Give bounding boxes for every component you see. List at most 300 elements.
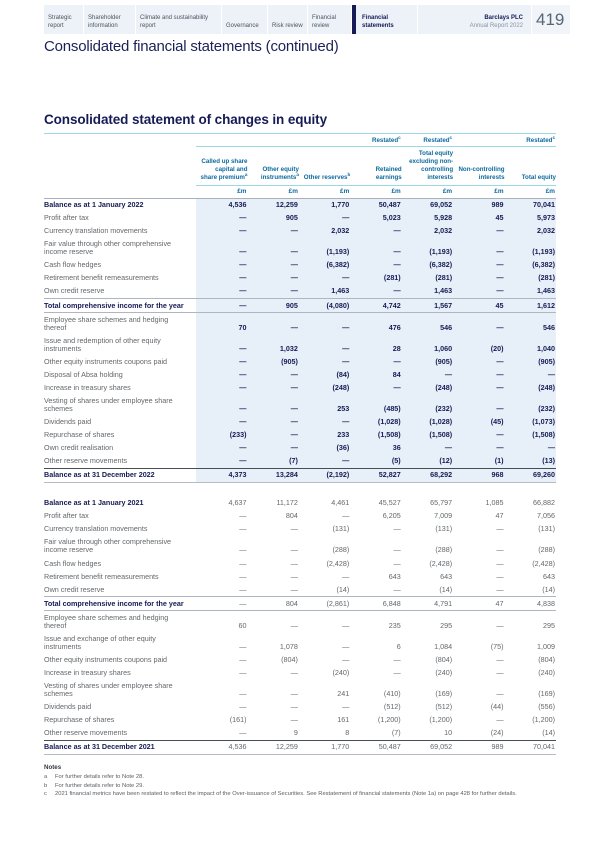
- table-row: [44, 510, 556, 523]
- row-value: 4,461: [331, 498, 350, 508]
- row-value: (84): [299, 368, 350, 381]
- row-value: (1,028): [350, 416, 401, 429]
- row-value: —: [299, 334, 350, 355]
- row-value: (804): [435, 654, 453, 664]
- row-value: 476: [350, 313, 401, 335]
- column-header-other-equity-instruments: Other equity instruments$^a$: [247, 147, 298, 186]
- restated-flag-cell: [247, 134, 298, 147]
- row-value: —: [196, 299, 247, 313]
- row-value: 50,487: [350, 740, 401, 754]
- nav-tab-financial-review[interactable]: Financial review: [308, 5, 352, 34]
- row-value: 6,205: [382, 511, 401, 521]
- row-value: (804): [281, 654, 298, 664]
- row-value: 1,078: [279, 641, 298, 651]
- row-value: (240): [538, 667, 555, 677]
- row-value: 1,032: [247, 334, 298, 355]
- row-value: (1,200): [532, 715, 555, 725]
- row-value: 989: [453, 198, 504, 212]
- row-value: 11,172: [276, 498, 298, 508]
- row-value: —: [496, 654, 504, 664]
- row-value: —: [239, 667, 247, 677]
- table-row: [44, 355, 556, 368]
- table-row: [44, 611, 556, 633]
- row-value: 643: [388, 571, 401, 581]
- row-value: (6,382): [299, 259, 350, 272]
- row-value: 13,284: [247, 468, 298, 482]
- row-value: (288): [332, 545, 350, 555]
- row-value: 295: [440, 620, 453, 630]
- row-value: 65,797: [430, 498, 453, 508]
- row-label: Fair value through other comprehensive income reserve: [44, 239, 172, 257]
- row-value: —: [496, 620, 504, 630]
- row-value: (131): [332, 524, 350, 534]
- row-label: Repurchase of shares: [44, 430, 115, 440]
- row-value: 84: [350, 368, 401, 381]
- notes-title: Notes: [44, 764, 62, 771]
- row-value: —: [496, 584, 504, 594]
- row-label: Vesting of shares under employee share schemes: [44, 681, 173, 699]
- row-value: —: [239, 689, 247, 699]
- row-value: (485): [350, 395, 401, 416]
- row-value: 968: [453, 468, 504, 482]
- restated-flag-cell: [299, 134, 350, 147]
- row-value: —: [290, 571, 298, 581]
- row-value: (240): [332, 667, 350, 677]
- row-label: Vesting of shares under employee share schemes: [44, 395, 173, 413]
- row-value: (905): [402, 355, 453, 368]
- restated-flag-cell: Restated$^c$: [505, 134, 556, 147]
- row-value: 1,567: [402, 299, 453, 313]
- row-value: —: [393, 524, 401, 534]
- row-value: —: [239, 654, 247, 664]
- row-value: —: [496, 571, 504, 581]
- row-value: 7,009: [434, 511, 453, 521]
- row-value: —: [453, 259, 504, 272]
- row-value: —: [299, 313, 350, 335]
- table-row: [44, 455, 556, 469]
- row-label: Total comprehensive income for the year: [44, 597, 196, 611]
- row-value: (5): [350, 455, 401, 469]
- row-label: Profit after tax: [44, 213, 89, 223]
- row-label: Own credit reserve: [44, 584, 105, 594]
- row-value: 1,009: [537, 641, 555, 651]
- row-value: —: [239, 702, 247, 712]
- row-value: 1,084: [434, 641, 453, 651]
- row-value: —: [247, 429, 298, 442]
- row-value: —: [496, 689, 504, 699]
- table-row: [44, 212, 556, 225]
- row-label: Balance as at 31 December 2021: [44, 740, 196, 754]
- row-value: 70: [196, 313, 247, 335]
- row-value: —: [290, 620, 298, 630]
- row-value: —: [453, 313, 504, 335]
- row-value: (2,192): [299, 468, 350, 482]
- equity-table: [44, 133, 556, 755]
- row-value: —: [196, 238, 247, 259]
- row-value: (2,428): [429, 558, 453, 568]
- table-row: [44, 395, 556, 416]
- row-value: —: [453, 395, 504, 416]
- restated-flag-cell: Restated$^c$: [350, 134, 401, 147]
- table-row: [44, 701, 556, 714]
- header-names-row: [44, 147, 556, 186]
- row-value: (14): [542, 584, 555, 594]
- table-row: [44, 285, 556, 299]
- row-value: —: [505, 368, 556, 381]
- top-nav: [44, 5, 570, 34]
- note-marker: b: [44, 782, 48, 789]
- row-value: (45): [453, 416, 504, 429]
- row-value: —: [247, 259, 298, 272]
- header-restated-row: [44, 134, 556, 147]
- row-value: 69,260: [505, 468, 556, 482]
- row-value: 45: [453, 212, 504, 225]
- row-value: —: [196, 368, 247, 381]
- nav-tab-climate-and-sustainability-report[interactable]: Climate and sustainability report: [136, 5, 222, 34]
- row-label: Currency translation movements: [44, 226, 148, 236]
- row-value: 241: [337, 689, 350, 699]
- row-value: —: [496, 545, 504, 555]
- header-spacer-cell: [44, 147, 196, 186]
- row-value: 1,060: [402, 334, 453, 355]
- row-value: 5,023: [350, 212, 401, 225]
- row-value: —: [247, 272, 298, 285]
- row-value: —: [299, 272, 350, 285]
- row-value: 68,292: [402, 468, 453, 482]
- table-row: [44, 597, 556, 611]
- row-value: (6,382): [505, 259, 556, 272]
- section-gap-row: [44, 482, 556, 497]
- table-row: [44, 536, 556, 557]
- table-row: [44, 727, 556, 741]
- row-value: 233: [299, 429, 350, 442]
- table-row: [44, 334, 556, 355]
- row-label: Other reserve movements: [44, 456, 128, 466]
- row-value: —: [290, 545, 298, 555]
- row-value: —: [350, 238, 401, 259]
- row-value: (7): [247, 455, 298, 469]
- row-value: 643: [543, 571, 555, 581]
- row-value: —: [350, 382, 401, 395]
- note-text: For further details refer to Note 28.: [55, 774, 144, 780]
- row-label: Balance as at 1 January 2022: [44, 200, 144, 210]
- row-value: —: [342, 620, 350, 630]
- row-value: —: [196, 442, 247, 455]
- row-label: Employee share schemes and hedging thereof: [44, 314, 169, 332]
- row-value: (1): [453, 455, 504, 469]
- row-value: —: [239, 524, 247, 534]
- row-value: 1,463: [402, 285, 453, 299]
- table-row: [44, 299, 556, 313]
- row-label: Retirement benefit remeasurements: [44, 571, 159, 581]
- row-value: —: [453, 368, 504, 381]
- row-value: —: [247, 395, 298, 416]
- row-value: 804: [247, 597, 298, 611]
- row-value: (14): [439, 584, 453, 594]
- row-label: Currency translation movements: [44, 524, 148, 534]
- row-value: (232): [505, 395, 556, 416]
- row-value: (1,193): [402, 238, 453, 259]
- nav-tab-shareholder-information[interactable]: Shareholder information: [84, 5, 136, 34]
- row-label: Other equity instruments coupons paid: [44, 654, 168, 664]
- row-value: —: [393, 584, 401, 594]
- row-value: —: [402, 368, 453, 381]
- brand-name: Barclays PLC: [484, 15, 523, 21]
- row-value: —: [196, 334, 247, 355]
- row-value: —: [247, 225, 298, 238]
- row-value: —: [299, 416, 350, 429]
- row-value: (1,193): [505, 238, 556, 259]
- row-label: Repurchase of shares: [44, 715, 115, 725]
- row-value: (281): [505, 272, 556, 285]
- row-label: Cash flow hedges: [44, 260, 102, 270]
- unit-cell: £m: [453, 186, 504, 199]
- column-header-called-up-share-capital-and-sh: Called up share capital and share premium$^a$: [196, 147, 247, 186]
- row-value: 69,052: [402, 198, 453, 212]
- row-value: —: [496, 524, 504, 534]
- nav-tab-strategic-report[interactable]: Strategic report: [44, 5, 84, 34]
- row-value: 12,259: [247, 198, 298, 212]
- row-value: (248): [299, 382, 350, 395]
- row-value: —: [247, 368, 298, 381]
- restated-flag-cell: [453, 134, 504, 147]
- row-value: (24): [490, 728, 504, 738]
- row-value: 6: [396, 641, 401, 651]
- row-value: (232): [402, 395, 453, 416]
- row-value: (1,200): [429, 715, 453, 725]
- row-value: —: [290, 558, 298, 568]
- row-label: Total comprehensive income for the year: [44, 299, 196, 313]
- row-value: 70,041: [505, 198, 556, 212]
- note-item-b: [44, 782, 556, 791]
- row-value: (2,428): [532, 558, 555, 568]
- row-value: 12,259: [247, 740, 298, 754]
- row-value: 643: [440, 571, 453, 581]
- section-title: Consolidated statement of changes in equity: [44, 112, 327, 127]
- row-value: —: [299, 212, 350, 225]
- row-value: (248): [505, 382, 556, 395]
- row-value: —: [196, 416, 247, 429]
- row-value: —: [239, 571, 247, 581]
- row-value: 36: [350, 442, 401, 455]
- row-value: —: [196, 225, 247, 238]
- note-text: 2021 financial metrics have been restated to reflect the impact of the Over-issuance of Securities. See Restatement of financial statements (Note 1a) on page 428 for further details.: [55, 791, 517, 798]
- note-item-a: [44, 773, 556, 782]
- row-value: —: [196, 272, 247, 285]
- column-header-total-equity: Total equity: [505, 147, 556, 186]
- row-value: 1,040: [505, 334, 556, 355]
- notes-items: [44, 773, 556, 799]
- row-value: 1,463: [299, 285, 350, 299]
- row-value: 9: [293, 728, 298, 738]
- row-value: (36): [299, 442, 350, 455]
- restated-flag-cell: Restated$^c$: [402, 134, 453, 147]
- row-label: Increase in treasury shares: [44, 667, 131, 677]
- unit-cell: £m: [247, 186, 298, 199]
- row-value: (44): [490, 702, 504, 712]
- row-value: (1,508): [402, 429, 453, 442]
- row-value: 8: [345, 728, 350, 738]
- row-value: (1,508): [350, 429, 401, 442]
- table-row: [44, 259, 556, 272]
- row-value: (7): [391, 728, 401, 738]
- row-value: 1,770: [299, 740, 350, 754]
- row-value: 4,373: [196, 468, 247, 482]
- row-value: —: [239, 511, 247, 521]
- header-spacer-cell: [44, 134, 196, 147]
- row-value: —: [196, 395, 247, 416]
- row-label: Issue and redemption of other equity instruments: [44, 335, 161, 353]
- row-value: —: [196, 382, 247, 395]
- row-value: 28: [350, 334, 401, 355]
- row-value: —: [196, 455, 247, 469]
- unit-cell: £m: [350, 186, 401, 199]
- column-header-other-reserves: Other reserves$^b$: [299, 147, 350, 186]
- row-value: (281): [402, 272, 453, 285]
- row-value: 5,973: [505, 212, 556, 225]
- note-text: For further details refer to Note 29.: [55, 782, 144, 789]
- brand-subtitle: Annual Report 2022: [469, 22, 523, 29]
- row-label: Balance as at 1 January 2021: [44, 498, 144, 508]
- row-value: —: [496, 558, 504, 568]
- row-value: —: [247, 382, 298, 395]
- row-value: —: [342, 641, 350, 651]
- nav-tab-governance[interactable]: Governance: [222, 5, 268, 34]
- row-value: (1,200): [377, 715, 401, 725]
- equity-table-wrapper: [44, 133, 556, 755]
- row-value: —: [453, 355, 504, 368]
- section-gap-cell: [44, 482, 556, 497]
- row-value: —: [196, 597, 247, 611]
- row-value: 47: [453, 597, 504, 611]
- row-label: Employee share schemes and hedging thereof: [44, 612, 169, 630]
- nav-tab-financial-statements[interactable]: Financial statements: [356, 5, 418, 34]
- row-value: 905: [247, 299, 298, 313]
- row-label: Retirement benefit remeasurements: [44, 273, 159, 283]
- note-marker: c: [44, 791, 47, 798]
- table-row: [44, 714, 556, 727]
- table-row: [44, 198, 556, 212]
- row-value: —: [290, 584, 298, 594]
- row-value: (248): [402, 382, 453, 395]
- table-row: [44, 225, 556, 238]
- row-value: —: [453, 285, 504, 299]
- brand-block: [418, 5, 532, 34]
- page-number: 419: [532, 5, 570, 34]
- column-header-total-equity-excluding-non-con: Total equity excluding non-controlling interests: [402, 147, 453, 186]
- row-value: —: [247, 313, 298, 335]
- nav-tab-risk-review[interactable]: Risk review: [268, 5, 308, 34]
- row-value: —: [393, 667, 401, 677]
- row-value: —: [247, 416, 298, 429]
- table-row: [44, 468, 556, 482]
- row-label: Profit after tax: [44, 511, 89, 521]
- row-value: 10: [444, 728, 453, 738]
- row-value: —: [247, 442, 298, 455]
- row-value: 45: [453, 299, 504, 313]
- row-value: (1,028): [402, 416, 453, 429]
- row-value: 60: [238, 620, 247, 630]
- row-value: (512): [435, 702, 453, 712]
- row-label: Other reserve movements: [44, 728, 128, 738]
- table-row: [44, 667, 556, 680]
- row-value: (1,508): [505, 429, 556, 442]
- row-label: Dividends paid: [44, 417, 92, 427]
- row-value: —: [350, 285, 401, 299]
- row-value: 905: [247, 212, 298, 225]
- row-value: 1,463: [505, 285, 556, 299]
- row-value: 6,848: [350, 597, 401, 611]
- row-value: 2,032: [402, 225, 453, 238]
- column-header-non-controlling-interests: Non-controlling interests: [453, 147, 504, 186]
- row-value: —: [299, 455, 350, 469]
- row-value: 804: [285, 511, 298, 521]
- row-value: —: [290, 702, 298, 712]
- table-row: [44, 557, 556, 570]
- row-value: 989: [453, 740, 504, 754]
- row-value: 4,742: [350, 299, 401, 313]
- row-label: Disposal of Absa holding: [44, 369, 123, 379]
- row-value: 66,882: [533, 498, 555, 508]
- row-value: —: [393, 654, 401, 664]
- row-value: —: [299, 355, 350, 368]
- row-value: 1,612: [505, 299, 556, 313]
- table-row: [44, 272, 556, 285]
- row-value: 4,536: [196, 740, 247, 754]
- row-value: —: [350, 259, 401, 272]
- row-value: 45,527: [378, 498, 401, 508]
- row-value: (6,382): [402, 259, 453, 272]
- row-value: 546: [402, 313, 453, 335]
- row-value: —: [393, 545, 401, 555]
- table-row: [44, 523, 556, 536]
- row-value: (281): [350, 272, 401, 285]
- table-row: [44, 429, 556, 442]
- row-value: (2,861): [299, 597, 350, 611]
- row-value: (169): [435, 689, 453, 699]
- row-value: (288): [538, 545, 555, 555]
- row-value: 295: [543, 620, 555, 630]
- notes-block: [44, 764, 556, 799]
- row-value: (161): [229, 715, 247, 725]
- row-value: (905): [247, 355, 298, 368]
- row-value: —: [496, 715, 504, 725]
- row-label: Issue and exchange of other equity instruments: [44, 633, 156, 651]
- table-row: [44, 442, 556, 455]
- table-row: [44, 680, 556, 701]
- row-value: —: [402, 442, 453, 455]
- table-row: [44, 313, 556, 335]
- row-value: —: [342, 702, 350, 712]
- unit-cell: £m: [505, 186, 556, 199]
- table-row: [44, 570, 556, 583]
- row-value: (14): [336, 584, 350, 594]
- row-value: 4,791: [402, 597, 453, 611]
- row-label: Own credit reserve: [44, 286, 105, 296]
- row-value: 4,838: [505, 597, 556, 611]
- row-value: 546: [505, 313, 556, 335]
- row-value: 5,928: [402, 212, 453, 225]
- row-value: —: [342, 511, 350, 521]
- row-value: —: [239, 728, 247, 738]
- unit-cell: £m: [402, 186, 453, 199]
- row-value: 4,637: [228, 498, 247, 508]
- nav-tabs: [44, 5, 418, 34]
- row-value: 1,770: [299, 198, 350, 212]
- row-value: (75): [490, 641, 504, 651]
- row-value: (12): [402, 455, 453, 469]
- row-value: (288): [435, 545, 453, 555]
